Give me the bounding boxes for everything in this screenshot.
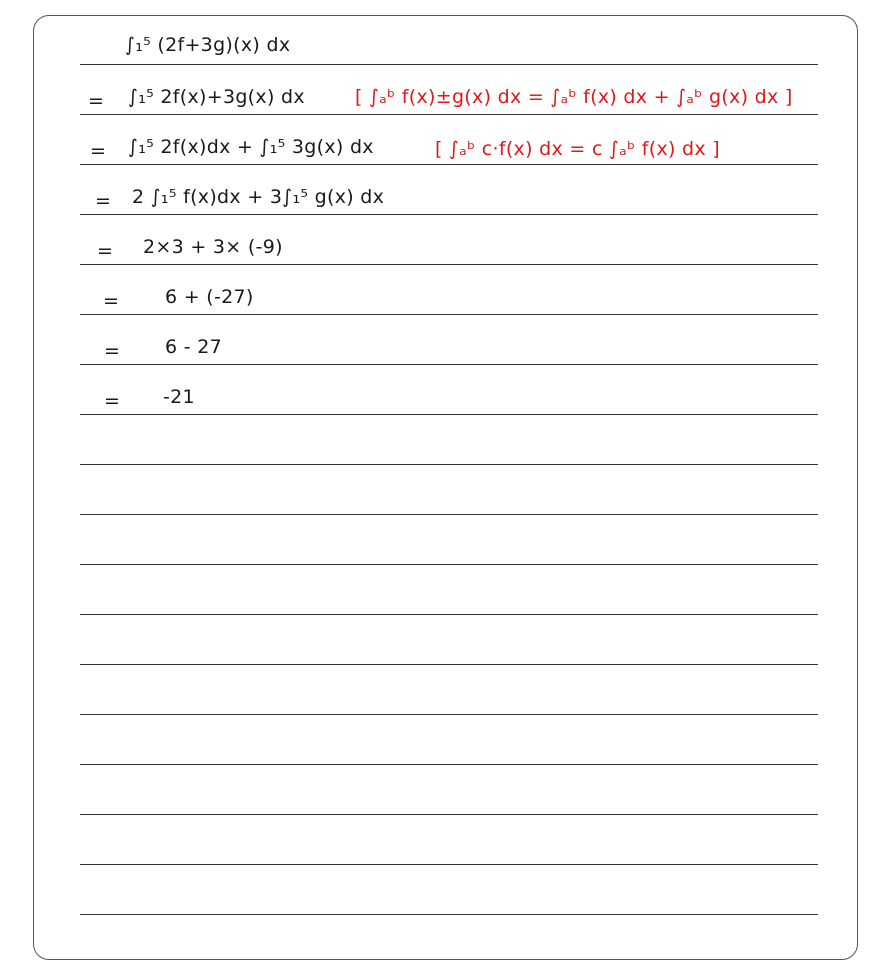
handwritten-line: 2×3 + 3× (-9) [143,236,283,258]
rule-annotation: [ ∫ₐᵇ f(x)±g(x) dx = ∫ₐᵇ f(x) dx + ∫ₐᵇ g(x) dx ] [355,86,793,108]
ruled-line [80,564,818,565]
ruled-line [80,264,818,265]
equals-sign: = [90,140,106,162]
ruled-line [80,514,818,515]
equals-sign: = [97,240,113,262]
equals-sign: = [88,90,104,112]
ruled-line [80,414,818,415]
ruled-line [80,164,818,165]
handwritten-line: ∫₁⁵ 2f(x)dx + ∫₁⁵ 3g(x) dx [128,136,374,158]
ruled-line [80,464,818,465]
equals-sign: = [95,190,111,212]
ruled-line [80,214,818,215]
handwritten-line: 2 ∫₁⁵ f(x)dx + 3∫₁⁵ g(x) dx [132,186,385,208]
handwritten-line: 6 + (-27) [165,286,254,308]
handwritten-line: -21 [163,386,195,408]
ruled-line [80,114,818,115]
handwritten-line: ∫₁⁵ (2f+3g)(x) dx [125,34,291,56]
ruled-line [80,914,818,915]
ruled-line [80,864,818,865]
ruled-line [80,614,818,615]
ruled-line [80,64,818,65]
ruled-line [80,364,818,365]
rule-annotation: [ ∫ₐᵇ c·f(x) dx = c ∫ₐᵇ f(x) dx ] [435,138,721,160]
equals-sign: = [103,290,119,312]
ruled-line [80,664,818,665]
ruled-line [80,714,818,715]
ruled-line [80,314,818,315]
equals-sign: = [104,340,120,362]
equals-sign: = [104,390,120,412]
handwritten-line: ∫₁⁵ 2f(x)+3g(x) dx [128,86,305,108]
handwritten-line: 6 - 27 [165,336,223,358]
ruled-line [80,814,818,815]
ruled-line [80,764,818,765]
